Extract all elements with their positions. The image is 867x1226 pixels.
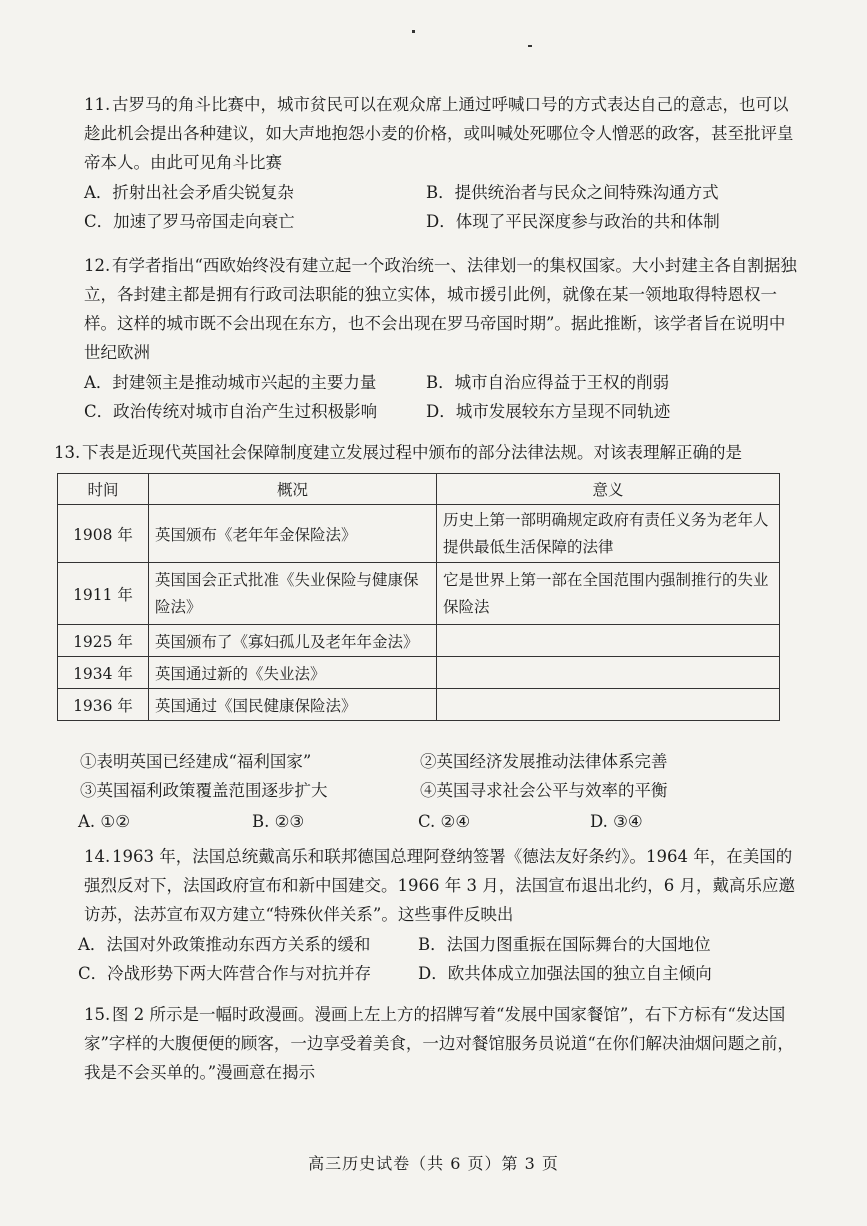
- option-c: C. ②④: [418, 812, 471, 831]
- table-row: [58, 505, 780, 563]
- options-row: [54, 959, 799, 988]
- table-row: [58, 657, 780, 689]
- stem-text: 图 2 所示是一幅时政漫画。漫画上左上方的招牌写着“发展中国家餐馆”，右下方标有“发达国家”字样的大腹便便的顾客，一边享受着美食，一边对餐馆服务员说道“在你们解决油烟问题之前，我是不会买单的。”漫画意在揭示: [84, 1005, 794, 1082]
- question-14: [54, 842, 799, 988]
- question-number: 15.: [84, 1005, 111, 1024]
- cell-year: 1911 年: [58, 563, 149, 625]
- cell-year: 1936 年: [58, 689, 149, 721]
- cell-summary: 英国颁布了《寡妇孤儿及老年年金法》: [149, 625, 437, 657]
- option-d: D. ③④: [590, 812, 643, 831]
- scan-speck: [528, 45, 532, 47]
- option-b: B．城市自治应得益于王权的削弱: [426, 373, 670, 392]
- option-c: C．加速了罗马帝国走向衰亡: [84, 212, 295, 231]
- option-c: C．冷战形势下两大阵营合作与对抗并存: [78, 964, 372, 983]
- table-header-row: [58, 474, 780, 505]
- option-d: D．欧共体成立加强法国的独立自主倾向: [418, 964, 712, 983]
- cell-summary: 英国通过新的《失业法》: [149, 657, 437, 689]
- option-a: A．折射出社会矛盾尖锐复杂: [84, 183, 294, 202]
- cell-meaning: [437, 657, 780, 689]
- statement-2: ②英国经济发展推动法律体系完善: [420, 752, 668, 771]
- question-number: 11.: [84, 95, 111, 114]
- option-a: A．法国对外政策推动东西方关系的缓和: [78, 935, 371, 954]
- question-stem: [54, 1000, 799, 1087]
- statements-row: [54, 776, 799, 805]
- options-row: [54, 207, 799, 236]
- page-footer: 高三历史试卷（共 6 页）第 3 页: [308, 1154, 559, 1173]
- header-meaning: 意义: [437, 474, 780, 505]
- question-stem: [54, 90, 799, 177]
- option-b: B．法国力图重振在国际舞台的大国地位: [418, 935, 711, 954]
- option-a: A．封建领主是推动城市兴起的主要力量: [84, 373, 377, 392]
- cell-meaning: 历史上第一部明确规定政府有责任义务为老年人提供最低生活保障的法律: [437, 505, 780, 563]
- question-stem: [54, 438, 799, 467]
- cell-meaning: [437, 625, 780, 657]
- law-table: [57, 473, 780, 721]
- question-number: 14.: [84, 847, 111, 866]
- cell-summary: 英国国会正式批准《失业保险与健康保险法》: [149, 563, 437, 625]
- option-d: D．体现了平民深度参与政治的共和体制: [426, 212, 720, 231]
- option-b: B. ②③: [252, 812, 305, 831]
- cell-year: 1934 年: [58, 657, 149, 689]
- options-row: [54, 397, 799, 426]
- table-row: [58, 689, 780, 721]
- options-row: [54, 178, 799, 207]
- question-number: 13.: [54, 443, 81, 462]
- stem-text: 1963 年，法国总统戴高乐和联邦德国总理阿登纳签署《德法友好条约》。1964 年，在美国的强烈反对下，法国政府宣布和新中国建交。1966 年 3 月，法国宣布退出北约，6 月，戴高乐应邀访苏，法苏宣布双方建立“特殊伙伴关系”。这些事件反映出: [84, 847, 795, 924]
- stem-text: 下表是近现代英国社会保障制度建立发展过程中颁布的部分法律法规。对该表理解正确的是: [82, 443, 742, 462]
- option-a: A. ①②: [78, 812, 130, 831]
- cell-summary: 英国颁布《老年年金保险法》: [149, 505, 437, 563]
- question-11: [54, 90, 799, 236]
- table-row: [58, 563, 780, 625]
- stem-text: 古罗马的角斗比赛中，城市贫民可以在观众席上通过呼喊口号的方式表达自己的意志，也可以趁此机会提出各种建议，如大声地抱怨小麦的价格，或叫喊处死哪位令人憎恶的政客，甚至批评皇帝本人。由此可见角斗比赛: [84, 95, 794, 172]
- cell-meaning: [437, 689, 780, 721]
- question-number: 12.: [84, 256, 111, 275]
- options-row: [54, 930, 799, 959]
- cell-year: 1908 年: [58, 505, 149, 563]
- option-d: D．城市发展较东方呈现不同轨迹: [426, 402, 671, 421]
- statement-3: ③英国福利政策覆盖范围逐步扩大: [80, 781, 328, 800]
- cell-year: 1925 年: [58, 625, 149, 657]
- header-time: 时间: [58, 474, 149, 505]
- question-stem: [54, 251, 799, 367]
- cell-meaning: 它是世界上第一部在全国范围内强制推行的失业保险法: [437, 563, 780, 625]
- scan-speck: [412, 30, 415, 33]
- option-b: B．提供统治者与民众之间特殊沟通方式: [426, 183, 719, 202]
- statement-4: ④英国寻求社会公平与效率的平衡: [420, 781, 668, 800]
- cell-summary: 英国通过《国民健康保险法》: [149, 689, 437, 721]
- header-summary: 概况: [149, 474, 437, 505]
- options-row: [54, 368, 799, 397]
- statements-row: [54, 747, 799, 776]
- option-c: C．政治传统对城市自治产生过积极影响: [84, 402, 378, 421]
- question-12: [54, 251, 799, 426]
- table-row: [58, 625, 780, 657]
- options-row: [54, 807, 799, 836]
- question-15: [54, 1000, 799, 1087]
- question-13-statements: [54, 747, 799, 836]
- stem-text: 有学者指出“西欧始终没有建立起一个政治统一、法律划一的集权国家。大小封建主各自割据独立，各封建主都是拥有行政司法职能的独立实体，城市援引此例，就像在某一领地取得特恩权一样。这样的城市既不会出现在东方，也不会出现在罗马帝国时期”。据此推断，该学者旨在说明中世纪欧洲: [84, 256, 797, 362]
- question-stem: [54, 842, 799, 929]
- question-13: [54, 438, 799, 467]
- statement-1: ①表明英国已经建成“福利国家”: [80, 752, 312, 771]
